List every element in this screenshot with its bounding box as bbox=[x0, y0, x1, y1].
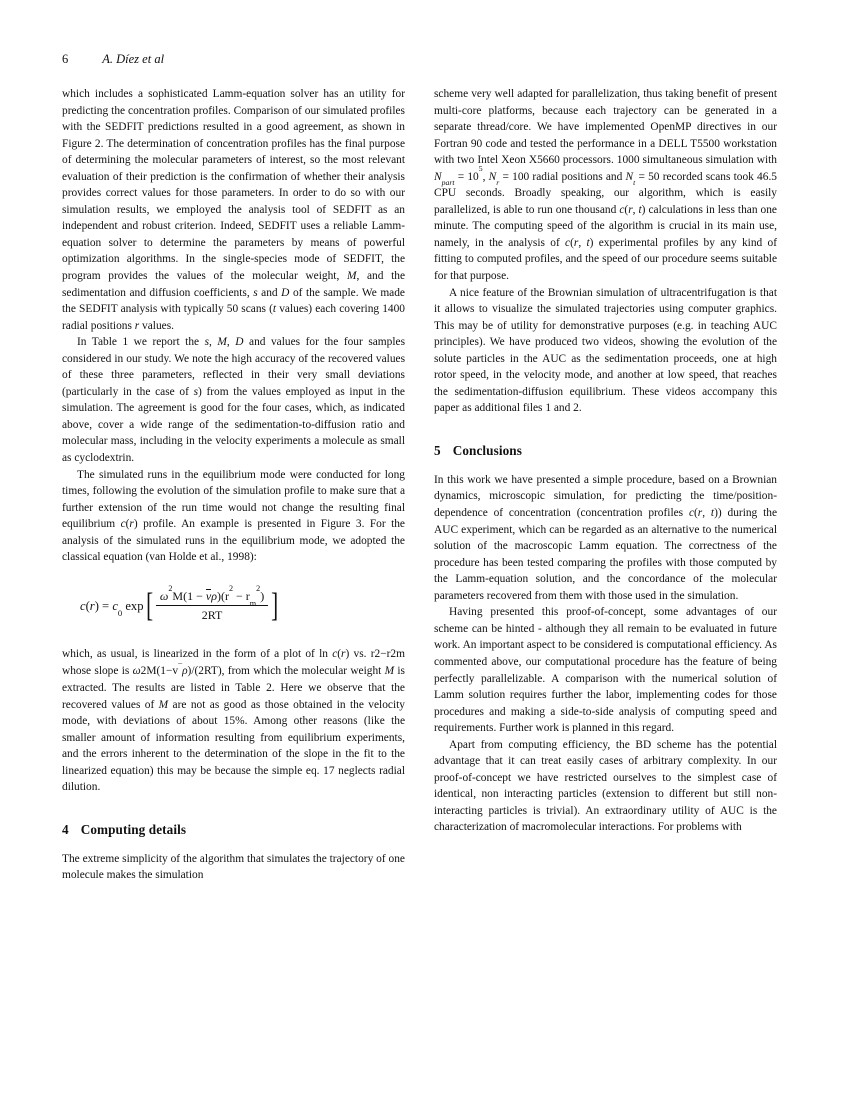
paragraph-parallelization bbox=[434, 86, 777, 285]
subscript-m: m bbox=[249, 598, 257, 608]
running-head-authors: A. Díez et al bbox=[102, 52, 165, 66]
paragraph-table1-results bbox=[62, 334, 405, 466]
symbol-r: r bbox=[89, 598, 95, 613]
text-run: ) bbox=[641, 203, 646, 216]
symbol-t: t bbox=[710, 507, 715, 520]
text-run: vs. r2−r2m whose slope is bbox=[62, 647, 405, 677]
text-run: ) bbox=[133, 518, 138, 531]
symbol-t: t bbox=[272, 303, 277, 316]
text-run: ( bbox=[125, 518, 130, 531]
symbol-rho: ρ bbox=[211, 588, 217, 603]
equation-concentration-equilibrium bbox=[62, 566, 405, 646]
symbol-nu-bar: ν bbox=[205, 588, 212, 603]
text-run: is extracted. The results are listed in Table 2. Here we observe that the recovered values of bbox=[62, 664, 405, 711]
symbol-r: r bbox=[341, 647, 346, 660]
paragraph-linearization bbox=[62, 646, 405, 796]
paragraph-equilibrium-runs bbox=[62, 467, 405, 566]
paragraph-bd-scheme: Apart from computing efficiency, the BD scheme has the potential advantage that it can treat easily cases of arbitrary complexity. In our proof-of-concept we have restricted ourselves to the simplest case of identical, non interacting particles (extension to different but still non-interacting particles is trivial). An extraordinary utility of AUC is the characterization of macromolecular interactions. For problems with bbox=[434, 738, 777, 834]
text-run: radial positions and bbox=[529, 170, 626, 183]
symbol-c: c bbox=[120, 518, 126, 531]
text-run: and bbox=[257, 286, 282, 299]
text-run: = 10 bbox=[454, 170, 479, 183]
vertical-space bbox=[434, 417, 777, 442]
bracket-left: [ bbox=[145, 586, 153, 624]
text-run: , bbox=[209, 336, 218, 349]
symbol-s: s bbox=[253, 286, 258, 299]
text-run: ( bbox=[85, 598, 90, 613]
text-run: = 100 bbox=[499, 170, 530, 183]
text-run: = bbox=[98, 598, 113, 613]
symbol-s: s bbox=[193, 385, 198, 398]
symbol-M: M bbox=[346, 270, 357, 283]
superscript-2: 2 bbox=[168, 584, 173, 594]
symbol-c: c bbox=[332, 647, 338, 660]
vertical-space bbox=[62, 838, 405, 851]
symbol-c: c bbox=[619, 203, 625, 216]
text-run: values. bbox=[139, 319, 174, 332]
right-column bbox=[434, 86, 777, 836]
text-run: , and the sedimentation and diffusion coefficients, bbox=[62, 270, 406, 299]
text-run: calculations in less than one minute. The computing speed of the algorithm is crucial in its main use, namely, in the analysis of bbox=[434, 203, 777, 249]
paragraph-sedfit-intro bbox=[62, 86, 405, 334]
text-run: The simulated runs in the equilibrium mode were conducted for long times, following the evolution of the simulation profile to make sure that a further extension of the run time would not change the resulting final equilibrium bbox=[62, 468, 405, 531]
symbol-omega: ω bbox=[159, 588, 169, 603]
symbol-M: M bbox=[158, 698, 169, 711]
symbol-r: r bbox=[573, 236, 579, 249]
paragraph-advantages: Having presented this proof-of-concept, some advantages of our scheme can be hinted - although they all remain to be evaluated in future work. An important aspect to be considered is computational efficiency. As commented above, our computational procedure has the feature of being perfectly parallelizable. A comparison with the numerical solution of Lamm solution requires further the labor, implementing codes for those procedures and making a side-to-side analysis of computing speed and requirements. Further work is planned in this regard. bbox=[434, 606, 777, 735]
subscript-r: r bbox=[496, 178, 500, 188]
symbol-M: M bbox=[217, 336, 227, 349]
text-run: which includes a sophisticated Lamm-equation solver has an utility for predicting the concentration profiles. Comparison of our simulated profiles with the SEDFIT predictions resulted in a good agreement, as shown in Figure 2. The determination of concentration profiles has the final purpose of determining the molecular parameters of interest, so the most relevant evaluation of their prediction is the confirmation of whether their analysis provides correct values for those parameters. In order to do so with our simulation results, we employed the analysis tool of SEDFIT as an independent and robust criterion. Indeed, SEDFIT uses a reliable Lamm-equation solver to determine the parameters by means of powerful optimization algorithms. In the single-species mode of SEDFIT, the program provides the values of the molecular weight, bbox=[62, 88, 405, 283]
bracket-right: ] bbox=[271, 586, 279, 624]
section-heading-computing-details bbox=[62, 821, 405, 838]
symbol-rho: ρ bbox=[182, 664, 188, 677]
symbol-M: M bbox=[384, 664, 395, 677]
section-title: Conclusions bbox=[452, 442, 522, 458]
section-number: 5 bbox=[434, 442, 441, 458]
text-run: experimental profiles by any kind of fitting to computed profiles, and the speed of our procedure seems suitable for that purpose. bbox=[434, 236, 777, 283]
symbol-c: c bbox=[688, 507, 694, 520]
subscript-zero: 0 bbox=[117, 607, 123, 618]
text-run: 2M(1−v bbox=[140, 664, 179, 677]
symbol-r: r bbox=[134, 319, 140, 332]
text-run: scheme very well adapted for parallelization, thus taking benefit of present multi-core platforms, because each trajectory can be generated in a separate thread/core. We have implemented OpenMP directives in our Fortran 90 code and tested the performance in a DELL T5500 workstation with two Intel Xeon X5660 processors. 1000 simultaneous simulation with bbox=[434, 88, 777, 167]
symbol-c0: c bbox=[112, 598, 118, 613]
text-run: ( bbox=[624, 203, 629, 216]
subscript-part: part bbox=[441, 178, 455, 188]
superscript-5: 5 bbox=[478, 164, 483, 174]
text-run: , bbox=[578, 236, 587, 249]
symbol-N: N bbox=[488, 170, 497, 183]
text-run: which, as usual, is linearized in the form of a plot of ln bbox=[62, 647, 333, 660]
symbol-t: t bbox=[586, 236, 590, 249]
fraction-numerator bbox=[156, 584, 268, 608]
text-run: , bbox=[482, 170, 489, 183]
text-run: = 50 bbox=[635, 170, 660, 183]
equation-lhs-c: c bbox=[80, 598, 86, 613]
section-title: Computing details bbox=[80, 821, 187, 837]
text-run: ( bbox=[337, 647, 342, 660]
text-run: ) from the values employed as input in the simulation. The agreement is good for the four cases, which, as indicated above, cover a wide range of the sedimentation-to-diffusion ratio and molecular mass, including in the velocity experiments a molecule as small as cyclodextrin. bbox=[62, 385, 405, 465]
fraction-denominator: 2RT bbox=[201, 608, 223, 623]
section-number: 4 bbox=[62, 821, 69, 837]
paragraph-conclusions-summary bbox=[434, 472, 777, 604]
text-run: ) bbox=[589, 236, 594, 249]
text-run: M(1 − bbox=[172, 588, 206, 603]
symbol-N: N bbox=[625, 170, 634, 183]
text-run: ) bbox=[260, 588, 265, 603]
text-run: and values for the four samples considered in our study. We note the high accuracy of the recovered values of these three parameters, reflected in their very small deviations (particularly in the case of bbox=[62, 336, 406, 398]
equation-expression bbox=[80, 584, 281, 625]
text-run: In this work we have presented a simple procedure, based on a Brownian dynamics, microscopic simulation, for predicting the time/position-dependence of concentration (concentration profiles bbox=[434, 473, 777, 520]
text-run: ) bbox=[345, 647, 350, 660]
symbol-v-bar: ¯ bbox=[178, 663, 183, 673]
text-run: during the AUC experiment, which can be regarded as an alternative to the numerical solution of the macroscopic Lamm equation. The correctness of the procedure has been tested comparing the profiles with those computed by the Lamm-equation solution, and the concordance of the molecular parameters recovered from them with those used in the simulation. bbox=[434, 507, 777, 602]
text-run: , bbox=[632, 203, 639, 216]
text-run: recorded scans took 46.5 CPU seconds. Broadly speaking, our algorithm, which is easily parallelized, is able to run one thousand bbox=[434, 170, 777, 216]
text-run: ) bbox=[94, 598, 99, 613]
symbol-s: s bbox=[204, 336, 210, 349]
section-heading-conclusions bbox=[434, 442, 777, 459]
text-run: of the sample. We made the SEDFIT analysis with typically 50 scans ( bbox=[62, 286, 405, 316]
text-run: , bbox=[226, 336, 236, 349]
page-number: 6 bbox=[62, 52, 69, 66]
symbol-D: D bbox=[281, 286, 290, 299]
equation-fraction bbox=[156, 584, 268, 624]
text-run: − r bbox=[233, 588, 250, 603]
symbol-r: r bbox=[129, 518, 134, 531]
running-head bbox=[62, 52, 782, 66]
text-run: , bbox=[702, 507, 711, 520]
symbol-r: r bbox=[628, 203, 633, 216]
symbol-r: r bbox=[697, 507, 703, 520]
text-run: In Table 1 we report the bbox=[77, 336, 205, 349]
text-run: )/(2RT), from which the molecular weight bbox=[187, 664, 385, 677]
text-run: profile. An example is presented in Figure 3. For the analysis of the simulated runs in the equilibrium mode, we adopted the classical equation (van Holde et al., 1998): bbox=[62, 518, 405, 564]
text-run: )) bbox=[714, 507, 722, 520]
symbol-c: c bbox=[565, 236, 571, 249]
text-run: exp bbox=[122, 598, 144, 613]
symbol-t: t bbox=[638, 203, 642, 216]
vertical-space bbox=[62, 796, 405, 821]
text-run: ( bbox=[570, 236, 574, 249]
subscript-t: t bbox=[633, 178, 636, 188]
left-column bbox=[62, 86, 405, 884]
text-run: are not as good as those obtained in the velocity mode, with deviations of about 15%. Among other reasons (like the smaller amount of information resulting from equilibrium experiments, and the errors inherent to the determination of the slope in the fit to the linearized equation) this may be because the simple eq. 17 neglects radial dilution. bbox=[62, 698, 405, 794]
vertical-space bbox=[434, 459, 777, 472]
symbol-N: N bbox=[434, 170, 442, 183]
text-run: values) each covering 1400 radial positions bbox=[62, 303, 405, 332]
superscript-2: 2 bbox=[228, 584, 234, 594]
paragraph-algorithm-simplicity: The extreme simplicity of the algorithm that simulates the trajectory of one molecule makes the simulation bbox=[62, 852, 405, 882]
symbol-D: D bbox=[235, 336, 244, 349]
paragraph-visualization-videos: A nice feature of the Brownian simulation of ultracentrifugation is that it allows to visualize the simulated trajectories using computer graphics. This may be of utility for demonstrative purposes (e.g. in teaching AUC principles). We have produced two videos, showing the evolution of the solute particles in the AUC as the sedimentation proceeds, one at high rotor speed, in the velocity mode, and another at low speed, that reaches the sedimentation-diffusion equilibrium. These videos accompany this paper as additional files 1 and 2. bbox=[434, 286, 777, 415]
symbol-omega: ω bbox=[132, 664, 141, 677]
text-run: )(r bbox=[216, 588, 229, 603]
text-run: ( bbox=[694, 507, 698, 520]
superscript-2: 2 bbox=[256, 584, 261, 594]
